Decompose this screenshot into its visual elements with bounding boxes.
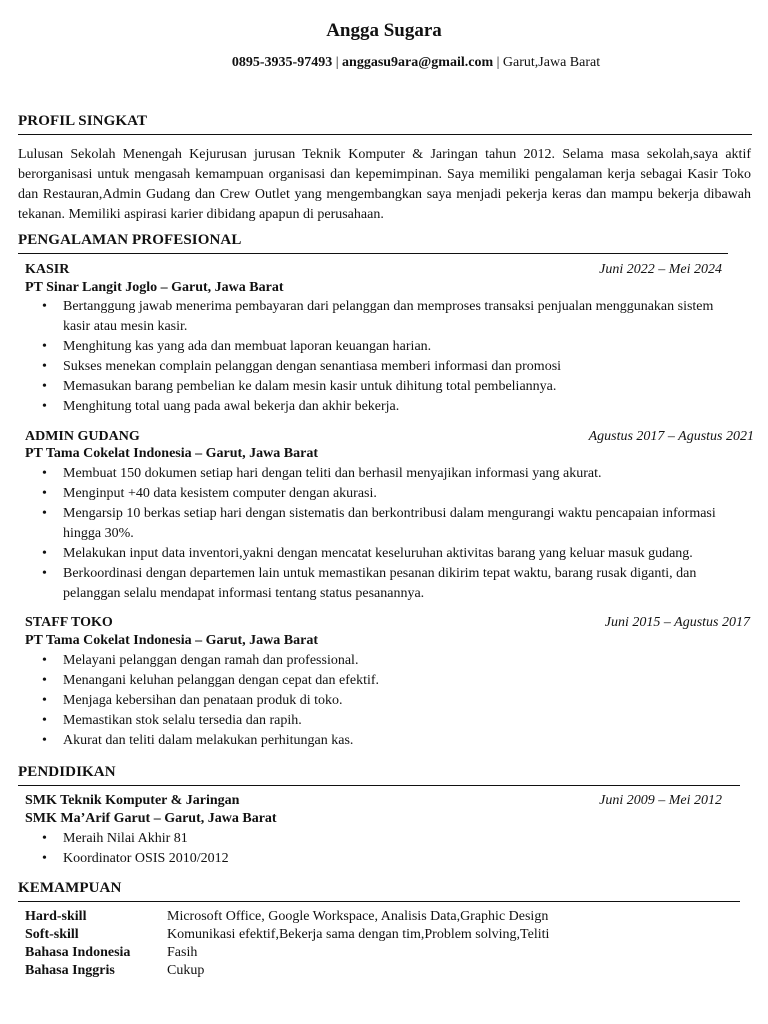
list-item: • Membuat 150 dokumen setiap hari dengan teliti dan berhasil menyajikan informasi yang akurat. [25, 464, 750, 484]
skill-value: Komunikasi efektif,Bekerja sama dengan tim,Problem solving,Teliti [167, 927, 550, 942]
contact-line [0, 55, 768, 71]
job-dates: Agustus 2017 – Agustus 2021 [588, 429, 754, 444]
contact-separator: | [493, 55, 503, 70]
skill-value: Fasih [167, 945, 198, 960]
list-item: • Menghitung kas yang ada dan membuat laporan keuangan harian. [25, 337, 735, 357]
list-item: • Menghitung total uang pada awal bekerja dan akhir bekerja. [25, 397, 735, 417]
job-company: PT Tama Cokelat Indonesia – Garut, Jawa Barat [25, 633, 318, 648]
job-company: PT Tama Cokelat Indonesia – Garut, Jawa Barat [25, 446, 318, 461]
list-item: • Berkoordinasi dengan departemen lain untuk memastikan pesanan dikirim tepat waktu, barang rusak diganti, dan pelanggan selalu mendapat informasi tentang status pesanannya. [25, 564, 750, 604]
skill-label: Bahasa Indonesia [25, 945, 131, 960]
list-item: • Sukses menekan complain pelanggan dengan senantiasa memberi informasi dan promosi [25, 357, 735, 377]
job-bullets [25, 297, 735, 417]
education-bullets [25, 829, 735, 869]
list-item: • Menjaga kebersihan dan penataan produk di toko. [25, 691, 735, 711]
location: Garut,Jawa Barat [502, 55, 601, 70]
profile-summary: Lulusan Sekolah Menengah Kejurusan jurusan Teknik Komputer & Jaringan tahun 2012. Selama masa sekolah,saya aktif berorganisasi untuk mengasah kemampuan organisasi dan kepemimpinan. Saya memiliki pengalaman kerja sebagai Kasir Toko dan Restauran,Admin Gudang dan Crew Outlet yang mengembangkan saya menjadi pekerja keras dan mampu bekerja dibawah tekanan. Memiliki aspirasi karier dibidang apapun di perusahaan. [18, 147, 751, 222]
education-program: SMK Teknik Komputer & Jaringan [25, 793, 240, 808]
list-item: • Meraih Nilai Akhir 81 [25, 829, 735, 849]
education-school: SMK Ma’Arif Garut – Garut, Jawa Barat [25, 811, 277, 826]
list-item: • Memasukan barang pembelian ke dalam mesin kasir untuk dihitung total pembeliannya. [25, 377, 735, 397]
section-heading-skills: KEMAMPUAN [18, 880, 122, 896]
job-title: STAFF TOKO [25, 615, 113, 630]
list-item: • Memastikan stok selalu tersedia dan rapih. [25, 711, 735, 731]
section-divider [18, 253, 728, 254]
list-item: • Melayani pelanggan dengan ramah dan professional. [25, 651, 735, 671]
section-heading-profile: PROFIL SINGKAT [18, 113, 148, 129]
section-heading-experience: PENGALAMAN PROFESIONAL [18, 232, 242, 248]
list-item: • Koordinator OSIS 2010/2012 [25, 849, 735, 869]
section-heading-education: PENDIDIKAN [18, 764, 116, 780]
job-title: KASIR [25, 262, 70, 277]
list-item: • Menginput +40 data kesistem computer dengan akurasi. [25, 484, 750, 504]
list-item: • Menangani keluhan pelanggan dengan cepat dan efektif. [25, 671, 735, 691]
email-address: anggasu9ara@gmail.com [342, 55, 494, 70]
job-dates: Juni 2015 – Agustus 2017 [604, 615, 750, 630]
job-company: PT Sinar Langit Joglo – Garut, Jawa Barat [25, 280, 284, 295]
job-bullets [25, 464, 750, 604]
job-title: ADMIN GUDANG [25, 429, 140, 444]
contact-separator: | [332, 55, 343, 70]
job-bullets [25, 651, 735, 751]
education-dates: Juni 2009 – Mei 2012 [599, 793, 722, 808]
phone-number: 0895-3935-97493 [231, 55, 333, 70]
job-dates: Juni 2022 – Mei 2024 [599, 262, 722, 277]
skill-value: Cukup [167, 963, 205, 978]
skill-value: Microsoft Office, Google Workspace, Analisis Data,Graphic Design [167, 909, 549, 924]
list-item: • Akurat dan teliti dalam melakukan perhitungan kas. [25, 731, 735, 751]
skill-label: Soft-skill [25, 927, 79, 942]
list-item: • Mengarsip 10 berkas setiap hari dengan sistematis dan berkontribusi dalam mengurangi waktu pencapaian informasi hingga 30%. [25, 504, 750, 544]
candidate-name: Angga Sugara [326, 20, 442, 41]
list-item: • Melakukan input data inventori,yakni dengan mencatat keseluruhan aktivitas barang yang keluar masuk gudang. [25, 544, 750, 564]
skill-label: Bahasa Inggris [25, 963, 115, 978]
section-divider [18, 134, 752, 135]
skill-label: Hard-skill [25, 909, 87, 924]
section-divider [18, 785, 740, 786]
list-item: • Bertanggung jawab menerima pembayaran dari pelanggan dan memproses transaksi penjualan menggunakan sistem kasir atau mesin kasir. [25, 297, 735, 337]
section-divider [18, 901, 740, 902]
